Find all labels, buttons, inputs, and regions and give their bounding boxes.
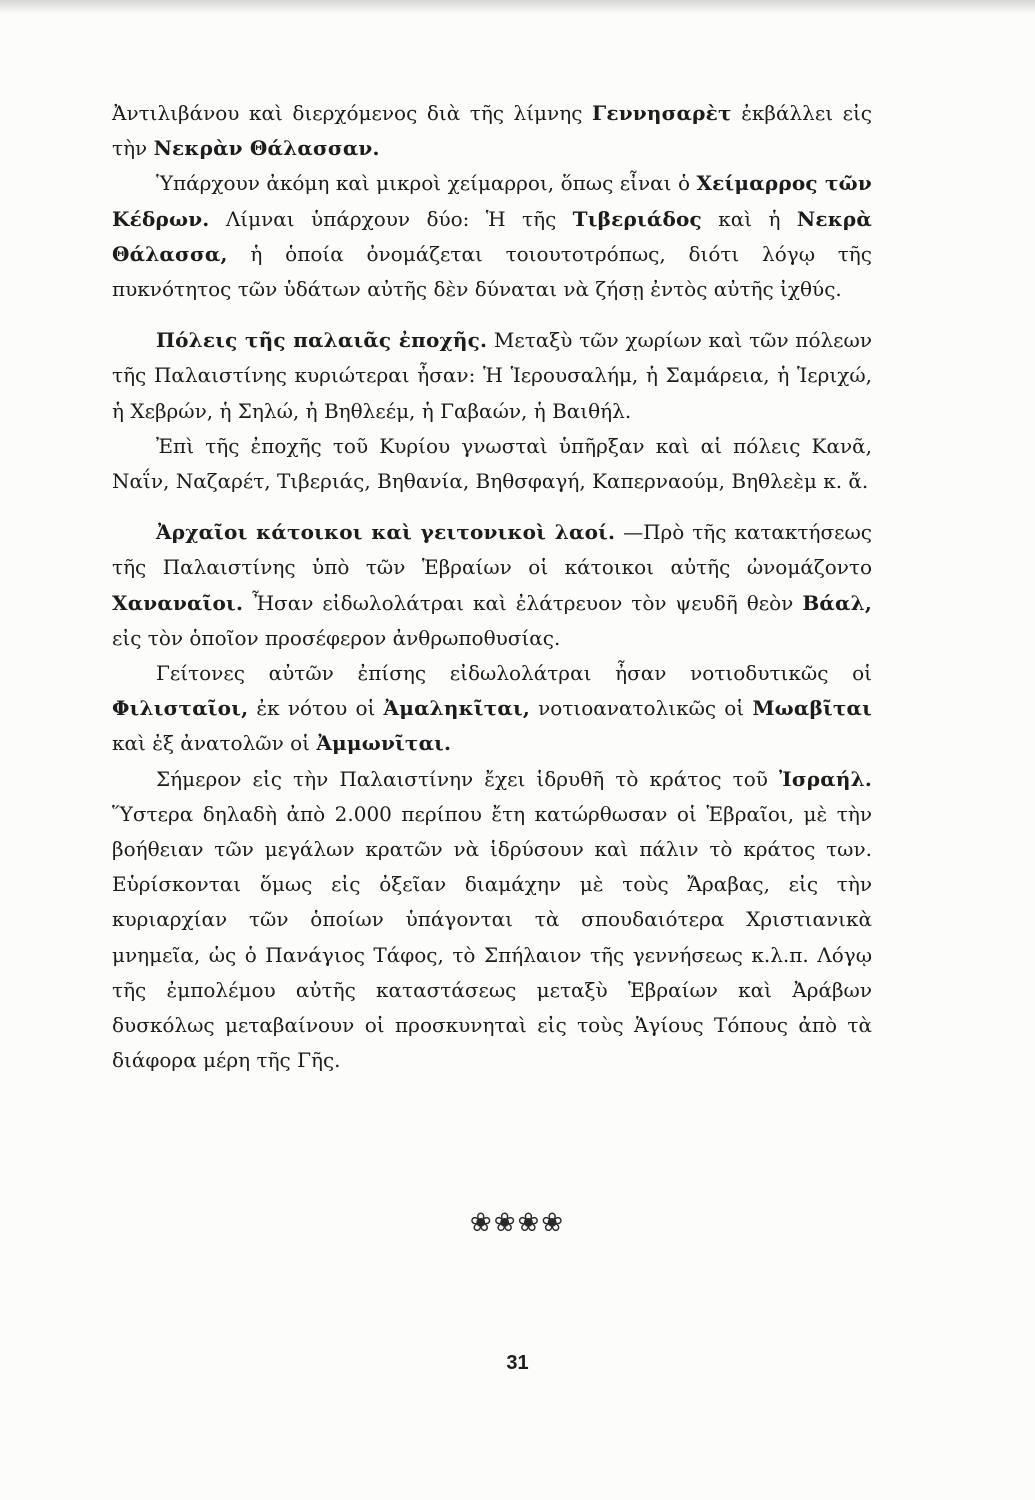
text-run: καὶ ἐξ ἀνατολῶν οἱ	[112, 731, 317, 756]
text-run: ἐκβάλλει εἰς τὴν	[112, 101, 872, 161]
bold-term: Τιβεριάδος	[572, 206, 702, 231]
bold-term: Νεκρὰν Θάλασσαν.	[153, 136, 380, 161]
bold-term: Φιλισταῖοι,	[112, 696, 249, 721]
text-run: Σήμερον εἰς τὴν Παλαιστίνην ἔχει ἱδρυθῆ τὸ κράτος τοῦ	[156, 766, 780, 791]
text-run: Γείτονες αὐτῶν ἐπίσης εἰδωλολάτραι ἦσαν νοτιοδυτικῶς οἱ	[156, 661, 872, 686]
bold-term: Βάαλ,	[802, 590, 872, 615]
paragraph-cities-ancient	[112, 323, 872, 429]
bold-term: Νεκρὰ Θάλασσα,	[112, 206, 873, 266]
text-run: —Πρὸ τῆς κατακτήσεως τῆς Παλαιστίνης ὑπὸ τῶν Ἑβραίων οἱ κάτοικοι αὐτῆς ὠνομάζοντο	[112, 520, 872, 580]
bold-term: Χείμαρρος τῶν Κέδρων.	[112, 171, 872, 231]
bold-term: Γεννησαρὲτ	[591, 101, 732, 125]
text-run: νοτιοανατολικῶς οἱ	[529, 696, 753, 721]
text-run: Λίμναι ὑπάρχουν δύο: Ἡ τῆς	[209, 206, 573, 231]
page-number: 31	[506, 1352, 529, 1374]
bold-term: Ἀμαληκῖται,	[383, 696, 530, 721]
bold-term: Χαναναῖοι.	[112, 590, 244, 615]
decorative-ornament: ❀❀❀❀	[469, 1208, 566, 1238]
text-run: καὶ ἡ	[701, 206, 797, 231]
text-run: Ἦσαν εἰδωλολάτραι καὶ ἐλάτρευον τὸν ψευδῆ θεὸν	[243, 590, 803, 615]
body-text	[112, 96, 872, 1078]
paragraph-israel-today	[112, 762, 872, 1079]
text-run: εἰς τὸν ὁποῖον προσέφερον ἀνθρωποθυσίας.	[112, 625, 561, 650]
bold-term: Ἰσραήλ.	[779, 766, 872, 791]
bold-term: Πόλεις τῆς παλαιᾶς ἐποχῆς.	[156, 328, 488, 353]
bold-term: Ἀμμωνῖται.	[316, 731, 452, 756]
paragraph-ancient-inhabitants	[112, 515, 872, 656]
paragraph-neighbors	[112, 656, 872, 762]
text-run: Ὕστερα δηλαδὴ ἀπὸ 2.000 περίπου ἔτη κατώρθωσαν οἱ Ἑβραῖοι, μὲ τὴν βοήθειαν τῶν μεγάλων κρατῶν νὰ ἱδρύσουν καὶ πάλιν τὸ κράτος των. Εὑρίσκονται ὅμως εἰς ὀξεῖαν διαμάχην μὲ τοὺς Ἄραβας, εἰς τὴν κυριαρχίαν τῶν ὁποίων ὑπάγονται τὰ σπουδαιότερα Χριστιανικὰ μνημεῖα, ὡς ὁ Πανάγιος Τάφος, τὸ Σπήλαιον τῆς γεννήσεως κ.λ.π. Λόγῳ τῆς ἐμπολέμου αὐτῆς καταστάσεως μεταξὺ Ἑβραίων καὶ Ἀράβων δυσκόλως μεταβαίνουν οἱ προσκυνηταὶ εἰς τοὺς Ἁγίους Τόπους ἀπὸ τὰ διάφορα μέρη τῆς Γῆς.	[112, 801, 872, 1073]
text-run: Μεταξὺ τῶν χωρίων καὶ τῶν πόλεων τῆς Παλαιστίνης κυριώτεραι ἦσαν: Ἡ Ἱερουσαλήμ, ἡ Σαμάρεια, ἡ Ἱεριχώ, ἡ Χεβρών, ἡ Σηλώ, ἡ Βηθλεέμ, ἡ Γαβαών, ἡ Βαιθήλ.	[112, 328, 872, 423]
paragraph-cities-lord-era	[112, 429, 872, 499]
paragraph-1	[112, 96, 872, 166]
text-run: Ἀντιλιβάνου καὶ διερχόμενος διὰ τῆς λίμνης	[112, 101, 592, 125]
bold-term: Μωαβῖται	[752, 696, 872, 721]
text-run: Ὑπάρχουν ἀκόμη καὶ μικροὶ χείμαρροι, ὅπως εἶναι ὁ	[156, 171, 697, 196]
paragraph-2	[112, 166, 872, 307]
text-run: ἐκ νότου οἱ	[248, 696, 384, 721]
text-run: ἡ ὁποία ὀνομάζεται τοιουτοτρόπως, διότι λόγῳ τῆς πυκνότητος τῶν ὑδάτων αὐτῆς δὲν δύναται νὰ ζήσῃ ἐντὸς αὐτῆς ἰχθύς.	[112, 241, 872, 302]
bold-term: Ἀρχαῖοι κάτοικοι καὶ γειτονικοὶ λαοί.	[156, 520, 616, 545]
text-run: Ἐπὶ τῆς ἐποχῆς τοῦ Κυρίου γνωσταὶ ὑπῆρξαν καὶ αἱ πόλεις Κανᾶ, Ναΐν, Ναζαρέτ, Τιβεριάς, Βηθανία, Βηθσφαγή, Καπερναούμ, Βηθλεὲμ κ. ἄ.	[112, 433, 872, 494]
page-top-edge	[0, 0, 1035, 14]
